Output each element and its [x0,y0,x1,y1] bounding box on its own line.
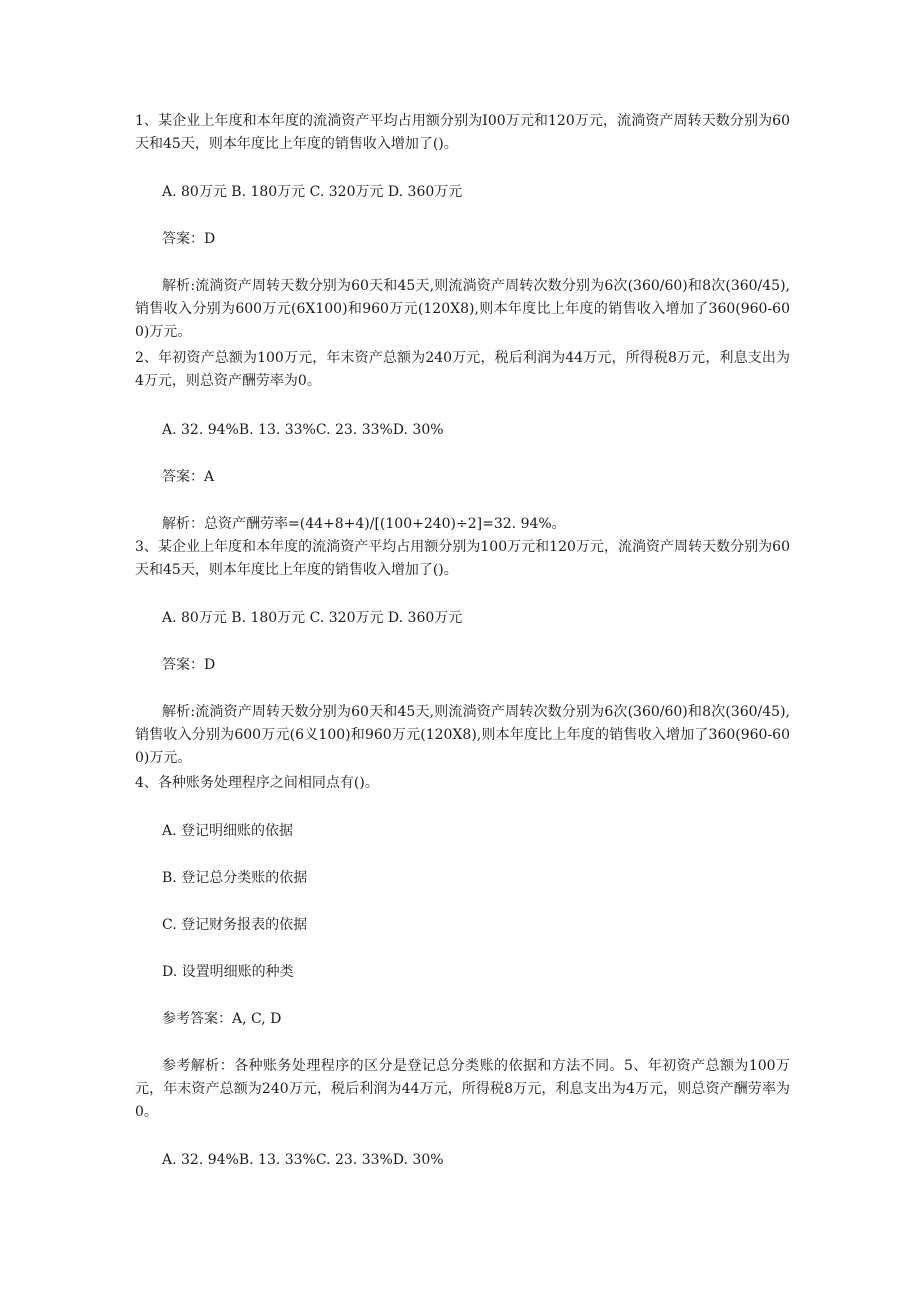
question-4-answer: 参考答案：A, C, D [162,1011,282,1027]
question-2-analysis: 解析：总资产酬劳率=(44+8+4)/[(100+240)÷2]=32. 94%。 [162,516,566,532]
question-4-option-b: B. 登记总分类账的依据 [162,870,308,886]
question-3-text: 3、某企业上年度和本年度的流淌资产平均占用额分别为100万元和120万元，流淌资产周转天数分别为60天和45天，则本年度比上年度的销售收入增加了()。 [135,539,790,578]
question-4-analysis: 参考解析：各种账务处理程序的区分是登记总分类账的依据和方法不同。5、年初资产总额为100万元，年末资产总额为240万元，税后利润为44万元，所得税8万元，利息支出为4万元，则总资产酬劳率为0。 [135,1058,790,1120]
question-2-answer: 答案：A [162,469,215,485]
question-1-options: A. 80万元 B. 180万元 C. 320万元 D. 360万元 [162,184,463,200]
question-2-options: A. 32. 94%B. 13. 33%C. 23. 33%D. 30% [162,422,444,438]
question-1-analysis: 解析:流淌资产周转天数分别为60天和45天,则流淌资产周转次数分别为6次(360/60)和8次(360/45),销售收入分别为600万元(6X100)和960万元(120X8),则本年度比上年度的销售收入增加了360(960-600)万元。 [135,278,790,340]
question-4-option-d: D. 设置明细账的种类 [162,964,294,980]
question-3-analysis: 解析:流淌资产周转天数分别为60天和45天,则流淌资产周转次数分别为6次(360/60)和8次(360/45),销售收入分别为600万元(6义100)和960万元(120X8),则本年度比上年度的销售收入增加了360(960-600)万元。 [135,704,790,766]
question-1-text: 1、某企业上年度和本年度的流淌资产平均占用额分别为I00万元和120万元，流淌资产周转天数分别为60天和45天，则本年度比上年度的销售收入增加了()。 [135,113,790,152]
question-4-option-a: A. 登记明细账的依据 [162,823,294,839]
question-3-answer: 答案：D [162,657,216,673]
question-1-answer: 答案：D [162,231,216,247]
question-3-options: A. 80万元 B. 180万元 C. 320万元 D. 360万元 [162,610,463,626]
question-4-text: 4、各种账务处理程序之间相同点有()。 [135,775,379,791]
question-4-option-c: C. 登记财务报表的依据 [162,917,308,933]
question-2-text: 2、年初资产总额为100万元，年末资产总额为240万元，税后利润为44万元，所得税8万元，利息支出为4万元，则总资产酬劳率为0。 [135,350,790,389]
question-5-options: A. 32. 94%B. 13. 33%C. 23. 33%D. 30% [162,1152,444,1168]
